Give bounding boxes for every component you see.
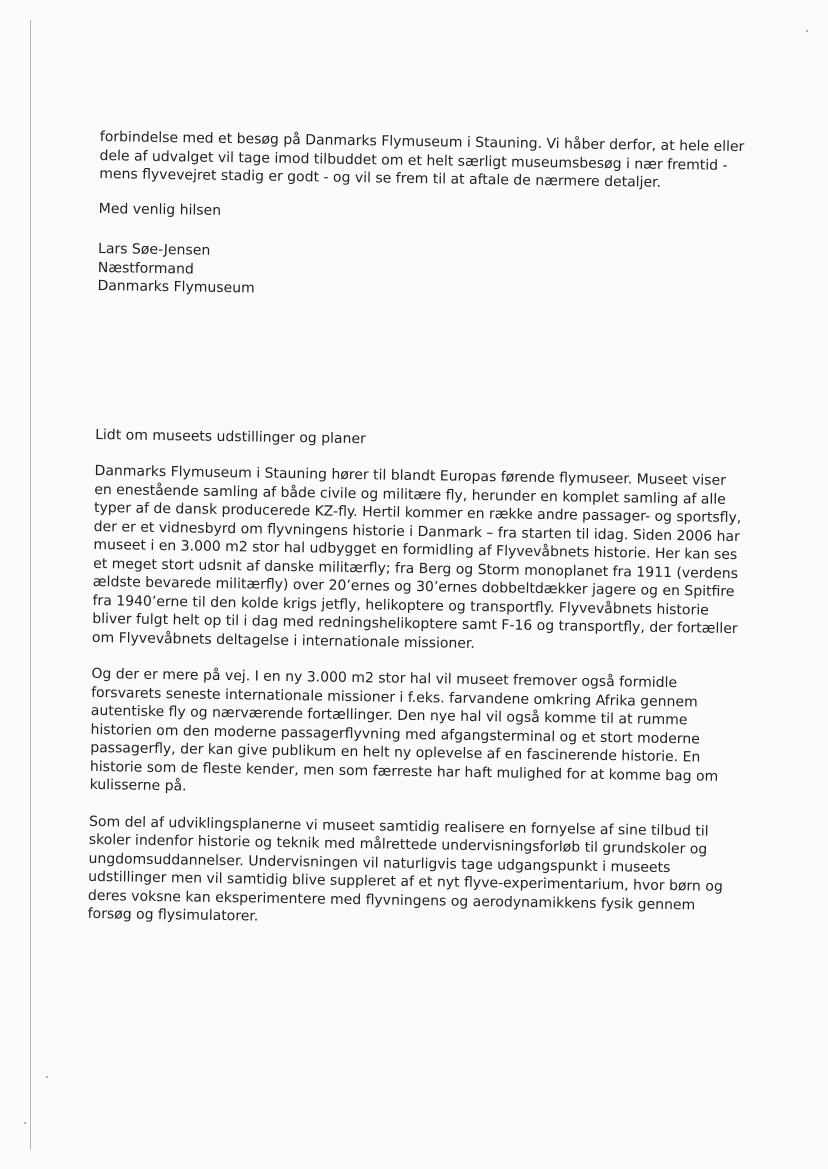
signature-block: [97, 240, 748, 306]
opening-paragraph: forbindelse med et besøg på Danmarks Flymuseum i Stauning. Vi håber derfor, at hele eller dele af udvalget vil tage imod tilbuddet om et helt særligt museumsbesøg i nær fremtid - mens flyvevejret stadig er godt - og vil se frem til at aftale de nærmere detaljer.: [99, 128, 745, 191]
section-paragraph: Og der er mere på vej. I en ny 3.000 m2 stor hal vil museet fremover også formidle forsvarets seneste internationale missioner i f.eks. farvandene omkring Afrika gennem autentiske fly og nærværende fortællinger. Den nye hal vil også komme til at rumme historien om den moderne passagerflyvning med afgangsterminal og et stort moderne passagerfly, der kan give publikum en helt ny oplevelse af en fascinerende historie. En historie som de fleste kender, men som færreste har haft mulighed for at komme bag om kulisserne på.: [89, 665, 719, 795]
signer-name: Lars Søe-Jensen: [97, 240, 211, 259]
letter-body: [88, 128, 750, 934]
section-heading: Lidt om museets udstillinger og planer: [95, 426, 366, 447]
scan-speck: [806, 30, 808, 32]
scan-speck: [46, 1076, 48, 1078]
scan-edge-line: [30, 20, 31, 1150]
section-paragraph: Som del af udviklingsplanerne vi museet samtidig realisere en fornyelse af sine tilbud til skoler indenfor historie og teknik med målrettede undervisningsforløb til grundskoler og ungdomsuddannelser. Undervisningen vil naturligvis tage udgangspunkt i museets udstillinger men vil samtidig blive suppleret af et nyt flyve-experimentarium, hvor børn og deres voksne kan eksperimentere med flyvningens og aerodynamikkens fysik gennem forsøg og flysimulatorer.: [87, 813, 723, 925]
signer-organization: Danmarks Flymuseum: [97, 277, 255, 297]
section-paragraph: Danmarks Flymuseum i Stauning hører til blandt Europas førende flymuseer. Museet viser en enestående samling af både civile og militære fly, herunder en komplet samling af alle typer af de dansk producerede KZ-fly. Hertil kommer en række andre passager- og sportsfly, der er et vidnesbyrd om flyvningens historie i Danmark – fra starten til idag. Siden 2006 har museet i en 3.000 m2 stor hal udbygget en formidling af Flyvevåbnets historie. Her kan ses et meget stort udsnit af danske militærfly; fra Berg og Storm monoplanet fra 1911 (verdens ældste bevarede militærfly) over 20’ernes og 30’ernes dobbeltdækker jagere og en Spitfire fra 1940’erne til den kolde krigs jetfly, helikoptere og transportfly. Flyvevåbnets historie bliver fulgt helt op til i dag med redningshelikoptere samt F-16 og transportfly, der fortæller om Flyvevåbnets deltagelse i internationale missioner.: [91, 462, 742, 652]
closing-salutation: Med venlig hilsen: [98, 200, 222, 219]
scan-speck: [24, 1122, 26, 1124]
signer-title: Næstformand: [97, 259, 194, 277]
